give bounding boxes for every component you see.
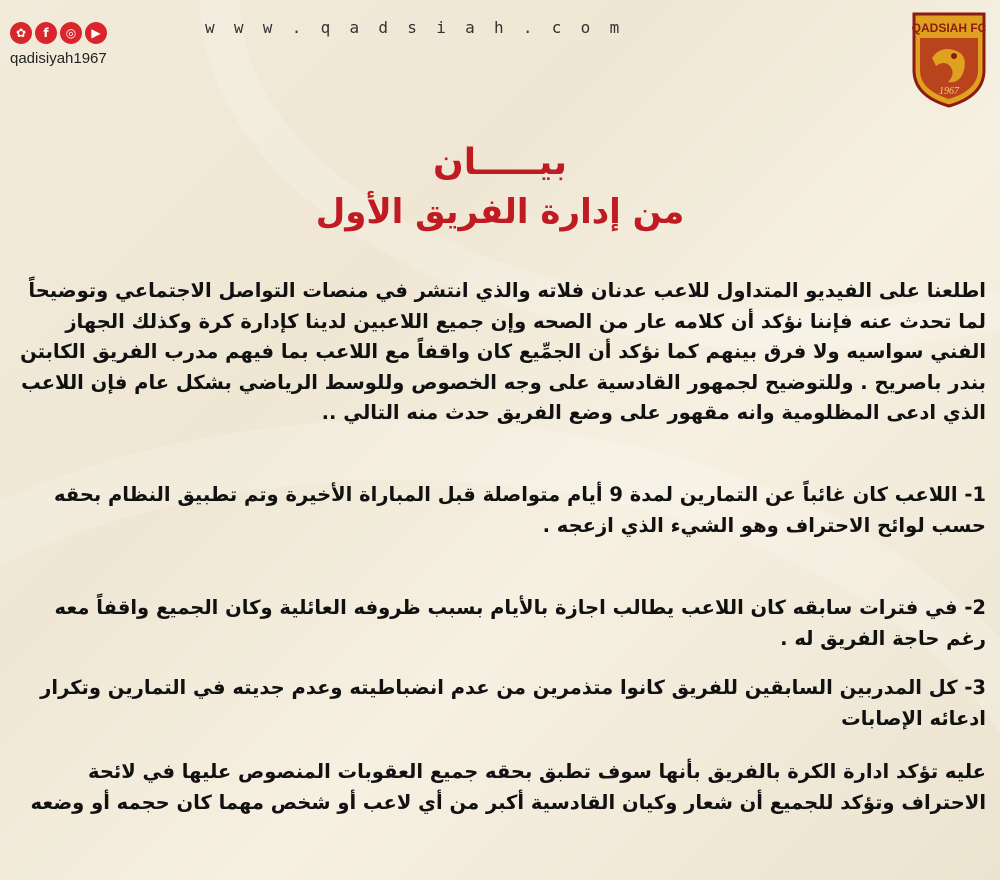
logo-text: QADSIAH FC <box>911 21 987 35</box>
intro-paragraph: اطلعنا على الفيديو المتداول للاعب عدنان فلاته والذي انتشر في منصات التواصل الاجتماعي وتوضيحاً لما تحدث عنه فإننا نؤكد أن كلامه عار من الصحه وإن جميع اللاعبين لدينا كإدارة كرة وكذلك الجهاز الفني سواسيه ولا فرق بينهم كما نؤكد أن الجمِّيع كان واقفاً مع اللاعب بما فيهم مدرب الفريق الكابتن بندر باصريح . وللتوضيح لجمهور القادسية على وجه الخصوص وللوسط الرياضي بشكل عام فإن اللاعب الذي ادعى المظلومية وانه مقهور على وضع الفريق حدث منه التالي .. <box>20 279 986 424</box>
header <box>0 0 1000 110</box>
website-url: w w w . q a d s i a h . c o m <box>205 18 620 37</box>
point-2: 2- في فترات سابقه كان اللاعب يطالب اجازة بالأيام بسبب ظروفه العائلية وكان الجميع واقفاً معه رغم حاجة الفريق له . <box>54 596 986 650</box>
social-handle: qadisiyah1967 <box>10 50 107 67</box>
youtube-icon[interactable]: ▶ <box>85 22 107 44</box>
facebook-icon[interactable]: f <box>35 22 57 44</box>
instagram-icon[interactable]: ◎ <box>60 22 82 44</box>
club-logo <box>910 10 988 108</box>
point-1: 1- اللاعب كان غائباً عن التمارين لمدة 9 أيام متواصلة قبل المباراة الأخيرة وتم تطبيق النظام بحقه حسب لوائح الاحتراف وهو الشيء الذي ازعجه . <box>53 483 986 537</box>
logo-year: 1967 <box>939 86 959 97</box>
statement-subtitle: من إدارة الفريق الأول <box>315 192 685 232</box>
social-icons <box>10 22 107 44</box>
snapchat-icon[interactable]: ✿ <box>10 22 32 44</box>
statement-title: بيـــــان <box>433 142 567 183</box>
closing-paragraph: عليه تؤكد ادارة الكرة بالفريق بأنها سوف تطبق بحقه جميع العقوبات المنصوص عليها في لائحة الاحتراف وتؤكد للجميع أن شعار وكيان القادسية أكبر من أي لاعب أو شخص مهما كان حجمه أو وضعه <box>30 760 986 814</box>
point-3: 3- كل المدربين السابقين للفريق كانوا متذمرين من عدم انضباطيته وعدم جديته في التمارين وتكرار ادعائه الإصابات <box>40 676 986 730</box>
